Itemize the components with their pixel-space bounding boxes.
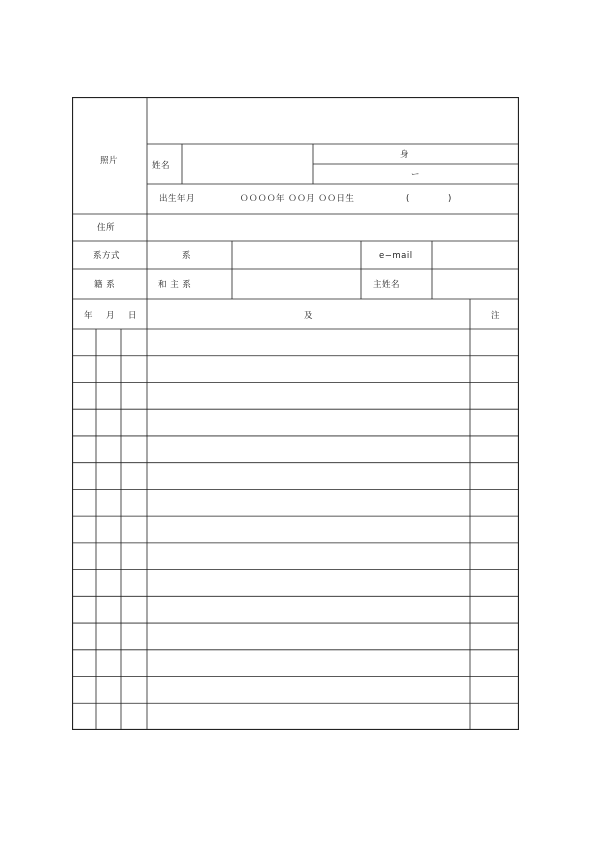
- dash-label: ー: [411, 170, 421, 180]
- address-label: 住所: [97, 223, 116, 233]
- name-label: 姓名: [152, 161, 171, 171]
- name-input[interactable]: [183, 145, 312, 183]
- householder-input[interactable]: [433, 270, 518, 298]
- note-header: 注: [491, 311, 501, 321]
- relation-input[interactable]: [233, 270, 360, 298]
- address-input[interactable]: [148, 215, 518, 240]
- content-header: 及: [304, 311, 314, 321]
- photo-label: 照片: [100, 156, 119, 166]
- form-grid: [72, 97, 519, 730]
- year-header: 年: [84, 311, 94, 321]
- email-input[interactable]: [433, 242, 518, 268]
- day-header: 日: [128, 311, 138, 321]
- relation-label: 和 主 系: [158, 280, 192, 290]
- contact-sub-label: 系: [182, 251, 192, 261]
- resume-form: [72, 97, 519, 730]
- birth-label: 出生年月: [159, 194, 196, 204]
- month-header: 月: [106, 311, 116, 321]
- birth-paren-open: (: [406, 194, 410, 204]
- householder-label: 主姓名: [373, 280, 401, 290]
- email-label: e−mail: [379, 251, 413, 261]
- phone-input[interactable]: [233, 242, 360, 268]
- body-label: 身: [400, 150, 410, 160]
- contact-label: 系方式: [93, 251, 121, 261]
- birth-paren-close: ): [448, 194, 452, 204]
- origin-label: 籍 系: [94, 280, 116, 290]
- birth-value: ＯＯＯＯ年 ＯＯ月 ＯＯ日生: [240, 194, 355, 204]
